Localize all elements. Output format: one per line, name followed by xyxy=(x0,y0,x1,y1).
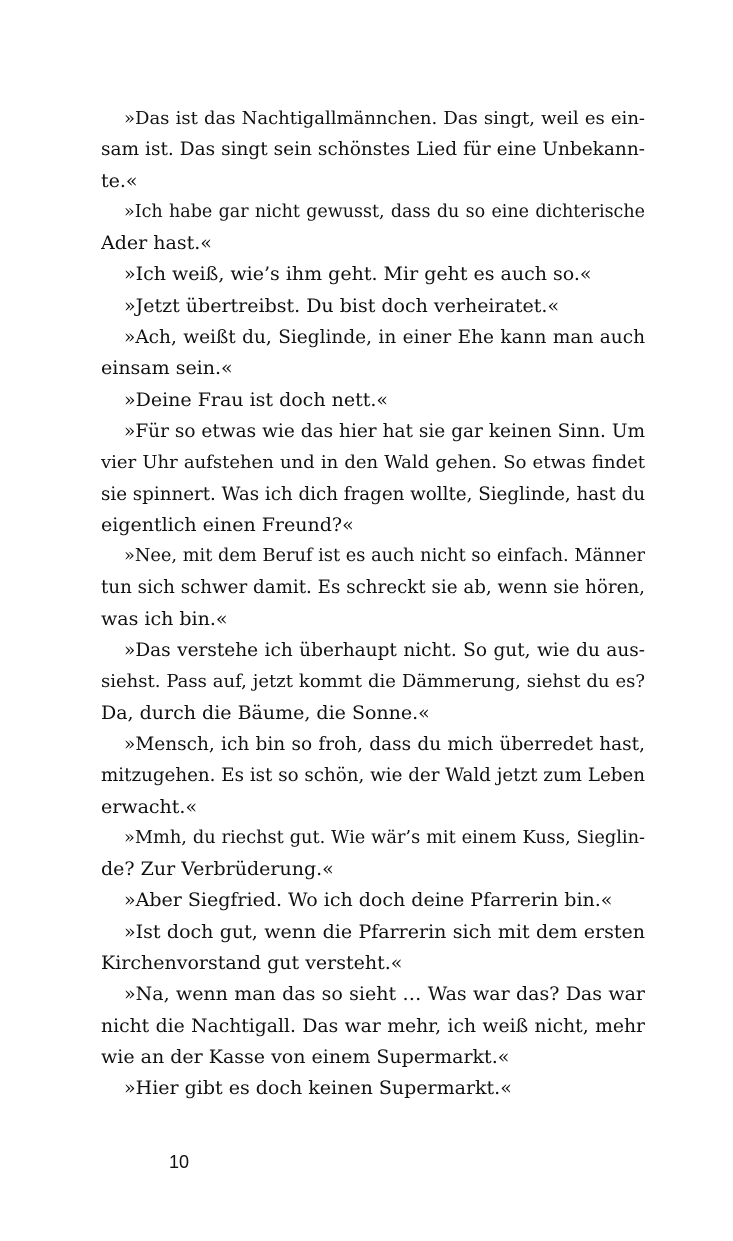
paragraph-first-line: »Mensch, ich bin so froh, dass du mich überredet hast, xyxy=(124,733,645,755)
paragraph-first-line: »Ich weiß, wie’s ihm geht. Mir geht es auch so.« xyxy=(124,263,592,286)
paragraph-first-line: »Das verstehe ich überhaupt nicht. So gut, wie du aus- xyxy=(124,640,645,662)
paragraph-first-line: »Nee, mit dem Beruf ist es auch nicht so einfach. Männer xyxy=(124,546,645,567)
paragraph-first-line: »Deine Frau ist doch nett.« xyxy=(124,388,389,411)
paragraph-first-line: »Das ist das Nachtigallmännchen. Das singt, weil es ein- xyxy=(124,108,645,129)
paragraph-first-line: »Ach, weißt du, Sieglinde, in einer Ehe kann man auch xyxy=(124,327,645,349)
text-line: wie an der Kasse von einem Supermarkt.« xyxy=(101,1045,510,1068)
paragraph-first-line: »Ich habe gar nicht gewusst, dass du so eine dichterische xyxy=(124,201,645,222)
text-line: erwacht.« xyxy=(101,795,198,818)
body-text xyxy=(101,103,645,1105)
text-line: mitzugehen. Es ist so schön, wie der Wald jetzt zum Leben xyxy=(101,765,645,787)
text-line: vier Uhr aufstehen und in den Wald gehen. So etwas findet xyxy=(101,452,645,474)
paragraph-first-line: »Für so etwas wie das hier hat sie gar keinen Sinn. Um xyxy=(124,420,645,442)
text-line: sam ist. Das singt sein schönstes Lied für eine Unbekann- xyxy=(101,139,645,161)
text-line: siehst. Pass auf, jetzt kommt die Dämmerung, siehst du es? xyxy=(101,671,645,693)
page-number: 10 xyxy=(169,1152,190,1172)
paragraph-first-line: »Hier gibt es doch keinen Supermarkt.« xyxy=(124,1077,512,1100)
paragraph-first-line: »Mmh, du riechst gut. Wie wär’s mit einem Kuss, Sieglin- xyxy=(124,827,645,848)
text-line: de? Zur Verbrüderung.« xyxy=(101,858,334,881)
text-line: was ich bin.« xyxy=(101,607,228,630)
paragraph-first-line: »Na, wenn man das so sieht … Was war das? Das war xyxy=(124,983,645,1006)
text-line: Ader hast.« xyxy=(101,232,212,255)
paragraph-first-line: »Jetzt übertreibst. Du bist doch verheiratet.« xyxy=(124,294,560,317)
paragraph-first-line: »Aber Siegfried. Wo ich doch deine Pfarrerin bin.« xyxy=(124,889,613,912)
text-line: tun sich schwer damit. Es schreckt sie ab, wenn sie hören, xyxy=(101,577,645,599)
text-line: te.« xyxy=(101,169,138,192)
text-line: eigentlich einen Freund?« xyxy=(101,513,354,536)
text-line: nicht die Nachtigall. Das war mehr, ich weiß nicht, mehr xyxy=(101,1015,645,1037)
text-line: Da, durch die Bäume, die Sonne.« xyxy=(101,701,430,724)
text-line: Kirchenvorstand gut versteht.« xyxy=(101,952,403,975)
text-line: sie spinnert. Was ich dich fragen wollte, Sieglinde, hast du xyxy=(101,483,645,505)
text-line: einsam sein.« xyxy=(101,357,233,380)
paragraph-first-line: »Ist doch gut, wenn die Pfarrerin sich mit dem ersten xyxy=(124,920,645,943)
